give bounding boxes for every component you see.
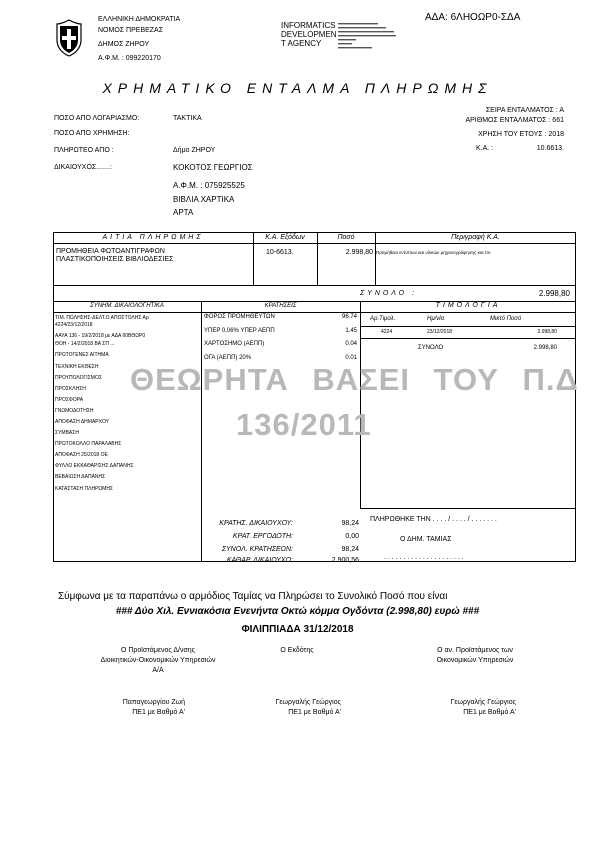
aitia-line: ΠΡΟΜΗΘΕΙΑ ΦΩΤΟΑΝΤΙΓΡΑΦΩΝ [56, 248, 165, 255]
signer-name: Γεωργαλής Γεώργιος [275, 699, 341, 706]
watermark-line: 136/2011 [236, 407, 372, 442]
list-item: ΓΝΩΜΟΔΟΤΗΣΗ [55, 408, 94, 414]
summary-value: 0,00 [345, 533, 359, 540]
deduction-label: ΦΟΡΟΣ ΠΡΟΜΗΘΕΥΤΩΝ [204, 314, 275, 320]
beneficiary-activity: ΒΙΒΛΙΑ ΧΑΡΤΙΚΑ [173, 195, 235, 204]
list-item: ΤΙΜ. ΠΩΛΗΣΗΣ-ΔΕΛΤ.Ο ΑΠΟΣΤΟΛΗΣ Αρ [55, 315, 149, 321]
cashier-dots: . . . . . . . . . . . . . . . . . . . . . [384, 554, 464, 561]
info-value: ΤΑΚΤΙΚΑ [173, 115, 202, 122]
summary-label: ΚΑΘΑΡ. ΔΙΚΑΙΟΥΧΟ: [226, 557, 293, 564]
beneficiary-city: ΑΡΤΑ [173, 208, 194, 217]
beneficiary-name: ΚΟΚΟΤΟΣ ΓΕΩΡΓΙΟΣ [173, 163, 253, 172]
company-line: INFORMATICS [281, 21, 336, 30]
signature-role: Διοικητικών-Οικονομικών Υπηρεσιών [100, 657, 216, 664]
signer-name: Γεωργαλής Γεώργιος [450, 699, 516, 706]
list-item: ΚΑΤΑΣΤΑΣΗ ΠΛΗΡΩΜΗΣ [55, 486, 114, 492]
perigrafi-cell: Προμήθεια εντύπων και υλικών μηχανογράφησης και πο [376, 250, 491, 255]
info-label: ΠΛΗΡΩΤΕΟ ΑΠΟ : [54, 147, 114, 154]
invoice-header: Ημ/νία [427, 316, 445, 322]
invoice-total-value: 2.998,80 [533, 345, 557, 351]
info-value: Δήμο ΖΗΡΟΥ [173, 147, 216, 154]
header-aitia: ΑΙΤΙΑ ΠΛΗΡΩΜΗΣ [102, 234, 204, 241]
header-synim: ΣΥΝΗΜ. ΔΙΚΑΙΟΛΟΓΗΤΙΚΑ [90, 303, 164, 309]
list-item: ΠΡΟΥΠΟΛΟΓΙΣΜΟΣ [55, 375, 102, 381]
document-title: ΧΡΗΜΑΤΙΚΟ ΕΝΤΑΛΜΑ ΠΛΗΡΩΜΗΣ [102, 80, 493, 96]
list-item: ΘΟΗ - 14/2/2018 ΒΑ ΣΠ ... [55, 341, 115, 347]
signature-role: Ο Προϊστάμενος Δ/νσης [120, 647, 196, 654]
deduction-label: ΟΓΑ (ΑΕΠΠ) 20% [204, 355, 252, 361]
invoice-total-label: ΣΥΝΟΛΟ [418, 345, 444, 351]
aitia-line: ΠΛΑΣΤΙΚΟΠΟΙΗΣΕΙΣ ΒΙΒΛΙΟΔΕΣΙΕΣ [56, 256, 174, 263]
invoice-cell: 4224 [381, 329, 393, 335]
list-item: ΠΡΟΣΦΟΡΑ [55, 397, 84, 403]
gov-line: ΝΟΜΟΣ ΠΡΕΒΕΖΑΣ [98, 27, 164, 34]
summary-label: ΚΡΑΤ. ΕΡΓΟΔΟΤΗ: [232, 533, 293, 540]
header-poso: Ποσό [337, 234, 355, 241]
list-item: ΠΡΩΤΟΚΟΛΛΟ ΠΑΡΑΛΑΒΗΣ [55, 441, 122, 447]
deduction-label: ΥΠΕΡ 0,06% ΥΠΕΡ ΑΕΠΠ [204, 328, 275, 334]
deduction-value: 96.74 [341, 314, 357, 320]
header-ka: Κ.Α. Εξόδων [265, 234, 305, 241]
amount-in-words: ### Δύο Χιλ. Εννιακόσια Ενενήντα Οκτώ κόμμα Ογδόντα (2.998,80) ευρώ ### [115, 606, 480, 617]
ada-code: ΑΔΑ: 6ΛΗΟΩΡ0-ΣΔΑ [425, 12, 521, 23]
signer-title: ΠΕ1 με Βαθμό Α' [288, 709, 341, 716]
deduction-value: 0.01 [345, 355, 357, 361]
list-item: 4224/23/12/2018 [55, 322, 93, 328]
signature-role: Α/Α [152, 667, 164, 674]
summary-value: 98,24 [341, 546, 359, 553]
synolo-label: ΣΥΝΟΛΟ : [360, 290, 417, 297]
ka-cell: 10-6613. [266, 249, 294, 256]
synolo-value: 2.998,80 [538, 289, 570, 298]
payment-instruction: Σύμφωνα με τα παραπάνω ο αρμόδιος Ταμίας να Πληρώσει το Συνολικό Ποσό που είναι [58, 591, 448, 602]
invoice-header: Μικτό Ποσό [490, 316, 522, 322]
cashier-title: Ο ΔΗΜ. ΤΑΜΙΑΣ [400, 536, 452, 543]
header-timologia: ΤΙΜΟΛΟΓΙΑ [435, 302, 501, 309]
list-item: ΦΥΛΛΟ ΕΚΚΑΘΑΡΙΣΗΣ ΔΑΠΑΝΗΣ [55, 463, 134, 469]
header-kratiseis: ΚΡΑΤΗΣΕΙΣ [264, 303, 297, 309]
info-label: ΠΟΣΟ ΑΠΟ ΧΡΗΜΗΣΗ: [54, 130, 130, 137]
info-label: ΠΟΣΟ ΑΠΟ ΛΟΓΑΡΙΑΣΜΟ: [54, 115, 140, 122]
deduction-value: 1.45 [345, 328, 357, 334]
deduction-label: ΧΑΡΤΟΣΗΜΟ (ΑΕΠΠ) [204, 341, 265, 347]
signer-title: ΠΕ1 με Βαθμό Α' [132, 709, 185, 716]
place-date: ΦΙΛΙΠΠΙΑΔΑ 31/12/2018 [241, 624, 354, 635]
summary-label: ΚΡΑΤΗΣ. ΔΙΚΑΙΟΥΧΟΥ: [219, 520, 293, 527]
ka-label: Κ.Α. : [476, 145, 494, 152]
deduction-value: 0.04 [345, 341, 357, 347]
summary-value: 98,24 [341, 520, 359, 527]
invoice-cell: 2.998,80 [537, 329, 557, 335]
list-item: ΑΑΥΑ 136 - 19/2/2018 με ΑΔΑ 60ΒΘΩΡ0 [55, 333, 146, 339]
number-line: ΑΡΙΘΜΟΣ ΕΝΤΑΛΜΑΤΟΣ : 661 [465, 117, 564, 124]
signature-role: Οικονομικών Υπηρεσιών [436, 657, 514, 664]
list-item: ΒΕΒΑΙΩΣΗ ΔΑΠΑΝΗΣ [55, 474, 106, 480]
gov-line: Α.Φ.Μ. : 099220170 [98, 55, 161, 62]
signer-title: ΠΕ1 με Βαθμό Α' [463, 709, 516, 716]
company-logo-small-text [338, 22, 398, 56]
list-item: ΣΥΜΒΑΣΗ [55, 430, 79, 436]
watermark-line: ΘΕΩΡΗΤΑ ΒΑΣΕΙ ΤΟΥ Π.Δ [130, 362, 579, 397]
beneficiary-afm: Α.Φ.Μ. : 075925525 [173, 181, 245, 190]
info-label: ΔΙΚΑΙΟΥΧΟΣ.......: [54, 164, 112, 171]
company-line: T AGENCY [281, 39, 322, 48]
list-item: ΑΠΟΦΑΣΗ 25/2018 ΟΕ [55, 452, 108, 458]
company-line: DEVELOPMEN [281, 30, 337, 39]
signer-name: Παπαγεωργίου Ζωή [122, 699, 185, 706]
gov-line: ΕΛΛΗΝΙΚΗ ΔΗΜΟΚΡΑΤΙΑ [98, 16, 181, 23]
summary-value: 2.900,56 [331, 557, 359, 564]
signature-role: Ο αν. Προϊστάμενος των [437, 647, 513, 654]
list-item: ΠΡΟΣΚΛΗΣΗ [55, 386, 86, 392]
poso-cell: 2.998,80 [345, 249, 373, 256]
list-item: ΑΠΟΦΑΣΗ ΔΗΜΑΡΧΟΥ [55, 419, 110, 425]
invoice-header: Αρ.Τιμολ. [370, 316, 396, 322]
series-line: ΣΕΙΡΑ ΕΝΤΑΛΜΑΤΟΣ : Α [485, 107, 564, 114]
paid-date: ΠΛΗΡΩΘΗΚΕ ΤΗΝ . . . . / . . . . / . . . . . . . [370, 516, 497, 523]
gov-line: ΔΗΜΟΣ ΖΗΡΟΥ [98, 41, 150, 48]
list-item: ΤΕΧΝΙΚΗ ΕΚΘΕΣΗ [55, 364, 99, 370]
list-item: ΠΡΩΤΟΓΕΝΕΣ ΑΙΤΗΜΑ [55, 352, 109, 358]
coat-of-arms-icon [54, 18, 84, 58]
header-perigrafi: Περιγραφή Κ.Α. [451, 234, 500, 241]
summary-label: ΣΥΝΟΛ. ΚΡΑΤΗΣΕΩΝ: [221, 546, 293, 553]
invoice-cell: 23/12/2018 [427, 329, 453, 335]
signature-role: Ο Εκδότης [280, 647, 314, 654]
year-line: ΧΡΗΣΗ ΤΟΥ ΕΤΟΥΣ : 2018 [478, 131, 564, 138]
ka-value: 10.6613. [536, 145, 564, 152]
